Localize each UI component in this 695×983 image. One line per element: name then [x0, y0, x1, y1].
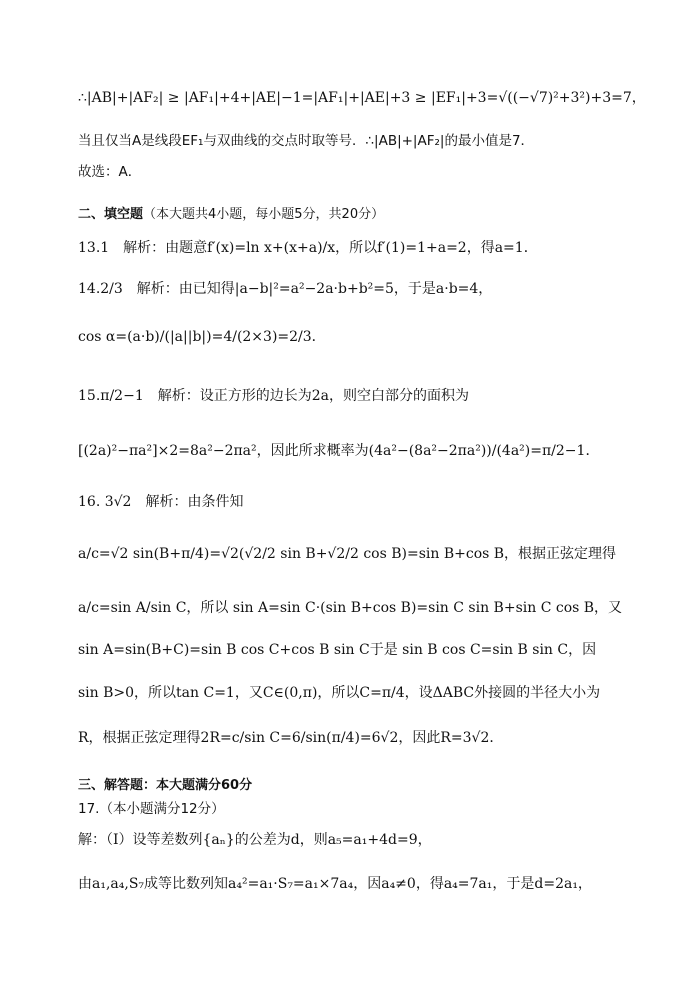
question-15-solution-line-2: [(2a)²−πa²]×2=8a²−2πa²，因此所求概率为(4a²−(8a²−2πa²))/(4a²)=π/2−1．	[78, 443, 600, 459]
question-16-solution-line-3: a/c=sin A/sin C，所以 sin A=sin C·(sin B+cos B)=sin C sin B+sin C cos B，又	[78, 600, 623, 616]
question-14-solution-line-2: cos α=(a·b)/(|a||b|)=4/(2×3)=2/3．	[78, 329, 326, 345]
question-16-solution-line-1: 16. 3√2 解析：由条件知	[78, 494, 244, 510]
solution-line-2: 当且仅当A是线段EF₁与双曲线的交点时取等号．∴|AB|+|AF₂|的最小值是7．	[78, 133, 535, 149]
question-14-solution-line-1: 14.2/3 解析：由已知得|a−b|²=a²−2a·b+b²=5，于是a·b=4，	[78, 281, 493, 297]
question-16-solution-line-2: a/c=√2 sin(B+π/4)=√2(√2/2 sin B+√2/2 cos B)=sin B+cos B，根据正弦定理得	[78, 546, 617, 562]
section-2-title: 二、填空题	[78, 207, 144, 222]
section-2-note: （本大题共4小题，每小题5分，共20分）	[143, 207, 385, 222]
question-16-solution-line-5: sin B>0，所以tan C=1，又C∈(0,π)，所以C=π/4，设ΔABC外接圆的半径大小为	[78, 685, 601, 701]
question-13-solution: 13.1 解析：由题意f′(x)=ln x+(x+a)/x，所以f′(1)=1+a=2，得a=1．	[78, 240, 538, 256]
question-16-solution-line-4: sin A=sin(B+C)=sin B cos C+cos B sin C于是 sin B cos C=sin B sin C，因	[78, 642, 597, 658]
section-3-heading: 三、解答题：本大题满分60分	[78, 778, 253, 793]
question-17-solution-line-1: 解：（Ⅰ）设等差数列{aₙ}的公差为d，则a₅=a₁+4d=9，	[78, 832, 432, 848]
question-16-solution-line-6: R，根据正弦定理得2R=c/sin C=6/sin(π/4)=6√2，因此R=3√2．	[78, 730, 504, 746]
solution-line-1: ∴|AB|+|AF₂| ≥ |AF₁|+4+|AE|−1=|AF₁|+|AE|+3 ≥ |EF₁|+3=√((−√7)²+3²)+3=7，	[78, 90, 646, 106]
section-2-heading	[78, 205, 384, 225]
question-15-solution-line-1: 15.π/2−1 解析：设正方形的边长为2a，则空白部分的面积为	[78, 388, 469, 404]
question-17-solution-line-2: 由a₁,a₄,S₇成等比数列知a₄²=a₁·S₇=a₁×7a₄，因a₄≠0，得a₄=7a₁，于是d=2a₁，	[78, 876, 592, 892]
question-17-header: 17.（本小题满分12分）	[78, 801, 225, 817]
answer-choice-line: 故选：A．	[78, 164, 142, 180]
